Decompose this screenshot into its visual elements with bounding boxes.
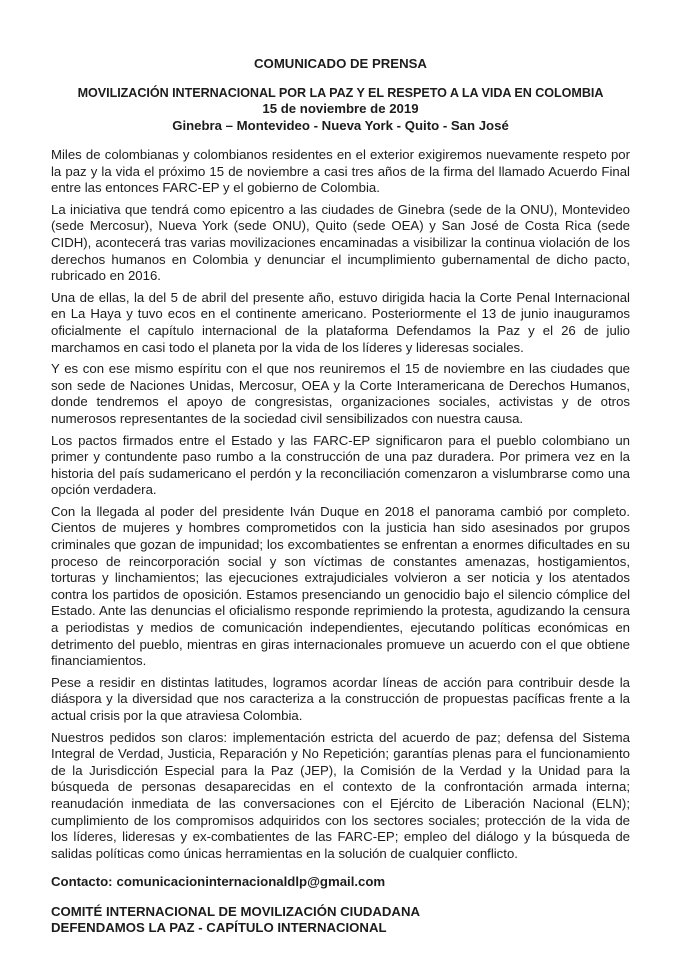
- contact-email: comunicacioninternacionaldlp@gmail.com: [116, 874, 386, 890]
- signature-chapter: DEFENDAMOS LA PAZ - CAPÍTULO INTERNACIONAL: [51, 920, 387, 936]
- body-paragraph: Pese a residir en distintas latitudes, logramos acordar líneas de acción para contribuir desde la diáspora y la diversidad que nos caracteriza a la construcción de propuestas pacíficas frente a la actual crisis por la que atraviesa Colombia.: [51, 674, 630, 723]
- contact-line: [51, 874, 630, 891]
- signature-committee: COMITÉ INTERNACIONAL DE MOVILIZACIÓN CIUDADANA: [51, 903, 420, 919]
- body-paragraph: Nuestros pedidos son claros: implementación estricta del acuerdo de paz; defensa del Sistema Integral de Verdad, Justicia, Reparación y No Repetición; garantías plenas para el funcionamiento de la Jurisdicción Especial para la Paz (JEP), la Comisión de la Verdad y la Unidad para la búsqueda de personas desaparecidas en el contexto de la confrontación armada interna; reanudación inmediata de las conversaciones con el Ejército de Liberación Nacional (ELN); cumplimiento de los compromisos adquiridos con los sectores sociales; protección de la vida de los líderes, lideresas y ex-combatientes de las FARC-EP; empleo del diálogo y la búsqueda de salidas políticas como únicas herramientas en la solución de cualquier conflicto.: [51, 729, 630, 861]
- document-date: 15 de noviembre de 2019: [262, 101, 419, 116]
- body-paragraph: Con la llegada al poder del presidente Iván Duque en 2018 el panorama cambió por completo. Cientos de mujeres y hombres comprometidos con la justicia han sido asesinados por grupos criminales que gozan de impunidad; los excombatientes se enfrentan a enormes dificultades en su proceso de reincorporación social y son víctimas de constantes amenazas, hostigamientos, torturas y linchamientos; las ejecuciones extrajudiciales volvieron a ser noticia y los atentados contra los partidos de oposición. Estamos presenciando un genocidio bajo el silencio cómplice del Estado. Ante las denuncias el oficialismo responde reprimiendo la protesta, agudizando la censura a periodistas y medios de comunicación independientes, ejecutando políticas económicas en detrimento del pueblo, mientras en giras internacionales promueve un acuerdo con el que obtiene financiamientos.: [51, 503, 630, 669]
- body-paragraph: Miles de colombianas y colombianos residentes en el exterior exigiremos nuevamente respeto por la paz y la vida el próximo 15 de noviembre a casi tres años de la firma del llamado Acuerdo Final entre las entonces FARC-EP y el gobierno de Colombia.: [51, 147, 630, 196]
- signature-block: [51, 904, 630, 937]
- document-kicker: COMUNICADO DE PRENSA: [254, 56, 427, 71]
- document-cities: Ginebra – Montevideo - Nueva York - Quito - San José: [172, 117, 509, 133]
- body-paragraph: Una de ellas, la del 5 de abril del presente año, estuvo dirigida hacia la Corte Penal Internacional en La Haya y tuvo ecos en el continente americano. Posteriormente el 13 de junio inauguramos oficialmente el capítulo internacional de la plataforma Defendamos la Paz y el 26 de julio marchamos en casi todo el planeta por la vida de los líderes y lideresas sociales.: [51, 289, 630, 355]
- document-body: [51, 147, 630, 862]
- document-header: [51, 56, 630, 134]
- contact-label: Contacto:: [51, 874, 113, 890]
- body-paragraph: La iniciativa que tendrá como epicentro a las ciudades de Ginebra (sede de la ONU), Montevideo (sede Mercosur), Nueva York (sede ONU), Quito (sede OEA) y San José de Costa Rica (sede CIDH), acontecerá tras varias movilizaciones encaminadas a visibilizar la continua violación de los derechos humanos en Colombia y denunciar el incumplimiento gubernamental de dicho pacto, rubricado en 2016.: [51, 201, 630, 284]
- body-paragraph: Y es con ese mismo espíritu con el que nos reuniremos el 15 de noviembre en las ciudades que son sede de Naciones Unidas, Mercosur, OEA y la Corte Interamericana de Derechos Humanos, donde tendremos el apoyo de congresistas, organizaciones sociales, activistas y de otros numerosos representantes de la sociedad civil sensibilizados con nuestra causa.: [51, 361, 630, 426]
- body-paragraph: Los pactos firmados entre el Estado y las FARC-EP significaron para el pueblo colombiano un primer y contundente paso rumbo a la construcción de una paz duradera. Por primera vez en la historia del país sudamericano el perdón y la reconciliación comenzaron a vislumbrarse como una opción verdadera.: [51, 432, 630, 498]
- document-title: MOVILIZACIÓN INTERNACIONAL POR LA PAZ Y EL RESPETO A LA VIDA EN COLOMBIA: [77, 85, 604, 100]
